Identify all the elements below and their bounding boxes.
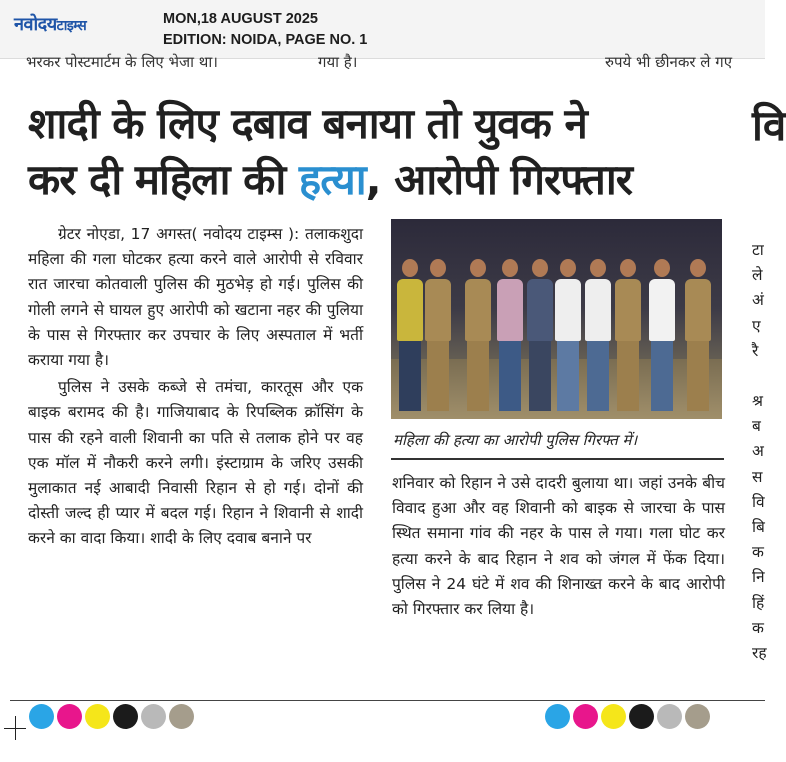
headline-line-2-end: , आरोपी गिरफ्तार: [365, 155, 632, 204]
fragment-line: रै: [752, 341, 759, 360]
article-photo: [391, 219, 722, 419]
fragment-line: अ: [752, 442, 764, 461]
article-column-1: [28, 222, 363, 554]
cut-text-left: भरकर पोस्टमार्टम के लिए भेजा था।: [26, 53, 218, 71]
page-bottom-rule: [10, 700, 765, 701]
photo-caption: महिला की हत्या का आरोपी पुलिस गिरफ्त में।: [393, 431, 638, 449]
headline-line-1: शादी के लिए दबाव बनाया तो युवक ने: [28, 99, 587, 148]
photo-person: [425, 259, 451, 411]
fragment-line: टा: [752, 241, 764, 259]
fragment-line: बि: [752, 518, 765, 537]
swatch-yellow: [601, 704, 626, 729]
photo-person: [649, 259, 675, 411]
article-headline: [28, 96, 728, 208]
swatch-gray: [657, 704, 682, 729]
swatch-black: [113, 704, 138, 729]
caption-divider: [391, 458, 724, 460]
paragraph-1: तलाकशुदा महिला की गला घोटकर हत्या करने वाले आरोपी से रविवार रात जारचा कोतवाली पुलिस की मुठभेड़ हो गई। पुलिस की गोली लगने से घायल हुए आरोपी को खटाना नहर की पुलिया के पास से गिरफ्तार कर उपचार के लिए अस्पताल में भर्ती कराया गया है।: [28, 225, 363, 370]
fragment-line: श्र: [752, 392, 763, 411]
fragment-line: वि: [752, 492, 765, 511]
edition-info: [163, 9, 367, 51]
registration-mark-vertical: [15, 716, 16, 740]
cut-text-middle: गया है।: [318, 53, 358, 71]
photo-person: [685, 259, 711, 411]
swatch-black: [629, 704, 654, 729]
headline-line-2-start: कर दी महिला की: [28, 155, 299, 204]
next-article-column-fragment: [752, 238, 772, 666]
newspaper-logo: [14, 12, 86, 36]
swatch-tan: [169, 704, 194, 729]
paragraph-3: शनिवार को रिहान ने उसे दादरी बुलाया था। जहां उनके बीच विवाद हुआ और वह शिवानी को बाइक से जारचा के पास स्थित समाना गांव की नहर के पास ले गया। गला घोट कर हत्या करने के बाद रिहान ने शव को जंगल में फेंक दिया। पुलिस ने 24 घंटे में शव की शिनाख्त करने के बाद आरोपी को गिरफ्तार कर लिया है।: [392, 474, 725, 619]
swatch-yellow: [85, 704, 110, 729]
photo-person: [465, 259, 491, 411]
photo-person: [555, 259, 581, 411]
swatch-cyan: [29, 704, 54, 729]
headline-highlight: हत्या: [298, 155, 366, 204]
logo-sub: टाइम्स: [56, 18, 87, 34]
fragment-line: रह: [752, 644, 767, 663]
photo-person: [397, 259, 423, 411]
fragment-line: अं: [752, 291, 764, 310]
fragment-line: ए: [752, 316, 761, 335]
fragment-line: [752, 364, 772, 389]
fragment-line: ब: [752, 417, 761, 436]
fragment-line: नि: [752, 568, 765, 587]
photo-person: [585, 259, 611, 411]
previous-article-fragments: [0, 53, 765, 78]
swatch-gray: [141, 704, 166, 729]
article-dateline: [28, 222, 363, 373]
issue-date: MON,18 AUGUST 2025: [163, 11, 318, 27]
logo-main: नवोदय: [14, 14, 57, 35]
fragment-line: क: [752, 543, 764, 562]
fragment-line: ले: [752, 266, 763, 285]
fragment-line: हिं: [752, 593, 765, 612]
swatch-tan: [685, 704, 710, 729]
edition-page: EDITION: NOIDA, PAGE NO. 1: [163, 32, 368, 48]
article-column-2: [392, 471, 725, 624]
cut-text-right: रुपये भी छीनकर ले गए: [605, 53, 732, 71]
fragment-line: क: [752, 618, 764, 637]
next-article-headline-fragment: वि: [752, 101, 786, 150]
paragraph-2: पुलिस ने उसके कब्जे से तमंचा, कारतूस और एक बाइक बरामद की है। गाजियाबाद के रिपब्लिक क्रॉसिंग के पास की रहने वाली शिवानी का पति से तलाक होने पर वह एक मॉल में नौकरी करने लगी। इंस्टाग्राम के जरिए उसकी मुलाकात नई आबादी निवासी रिहान से हो गई। दोनों की दोस्ती जल्द ही प्यार में बदल गई। रिहान ने शिवानी से शादी करने का वादा किया। शादी के लिए दवाब बनाने पर: [28, 378, 363, 548]
dateline-text: ग्रेटर नोएडा, 17 अगस्त( नवोदय टाइम्स ):: [58, 225, 300, 243]
photo-person: [527, 259, 553, 411]
swatch-magenta: [57, 704, 82, 729]
swatch-magenta: [573, 704, 598, 729]
photo-person: [497, 259, 523, 411]
headline-line-2: [28, 152, 728, 208]
swatch-cyan: [545, 704, 570, 729]
photo-person: [615, 259, 641, 411]
page-header: [0, 0, 765, 59]
fragment-line: स: [752, 467, 763, 486]
